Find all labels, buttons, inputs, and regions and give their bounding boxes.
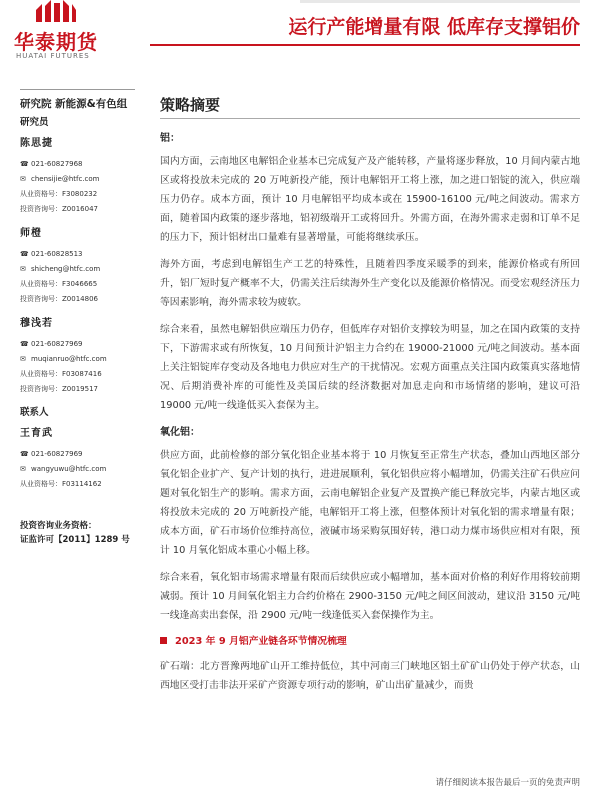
- phone-icon: ☎: [20, 249, 29, 258]
- section-divider: [160, 118, 580, 119]
- footer-disclaimer: 请仔细阅读本报告最后一页的免责声明: [435, 778, 580, 788]
- ore-paragraph: 矿石端：北方晋豫两地矿山开工维持低位，其中河南三门峡地区铝土矿矿山仍处于停产状态，山西地区受打击非法开采矿产资源专项行动的影响，矿山出矿量减少，而贵: [160, 661, 580, 691]
- sidebar-divider: [20, 89, 135, 90]
- author-sidebar: [20, 96, 145, 547]
- logo-chinese-text: 华泰期货: [14, 30, 98, 54]
- top-thin-bar: [300, 0, 580, 3]
- report-title: 运行产能增量有限 低库存支撑铝价: [288, 16, 580, 38]
- analyst-consult-id: 投资咨询号：Z0019517: [20, 384, 98, 393]
- contact-qual-id: 从业资格号：F03114162: [20, 479, 102, 488]
- analyst-email[interactable]: chensijie@htfc.com: [31, 174, 100, 183]
- analyst-block: [20, 134, 145, 216]
- huatai-logo-icon: [32, 0, 76, 22]
- analyst-phone: 021-60827968: [31, 159, 83, 168]
- analyst-qual-id: 从业资格号：F3046665: [20, 279, 98, 288]
- contact-label: 联系人: [20, 407, 49, 418]
- aluminum-subheading: 铝：: [160, 133, 180, 144]
- contact-phone: 021-60827969: [31, 449, 83, 458]
- email-icon: ✉: [20, 464, 26, 473]
- aluminum-paragraph: 海外方面，考虑到电解铝生产工艺的特殊性，且随着四季度采暖季的到来，能源价格或有所回升，铝厂短时复产概率不大，仍需关注后续海外生产变化以及能源价格情况。而受宏观经济压力等因素影响，海外需求较为疲软。: [160, 259, 580, 308]
- red-square-icon: [160, 637, 167, 644]
- analyst-block: [20, 224, 145, 306]
- analyst-email[interactable]: muqianruo@htfc.com: [31, 354, 107, 363]
- analyst-name: 师橙: [20, 228, 42, 239]
- analyst-phone: 021-60828513: [31, 249, 83, 258]
- title-divider: [150, 44, 580, 46]
- contact-name: 王育武: [20, 428, 53, 439]
- company-logo: [10, 0, 110, 70]
- contact-block: [20, 424, 145, 491]
- analyst-qual-id: 从业资格号：F03087416: [20, 369, 102, 378]
- qualification-value: 证监许可【2011】1289 号: [20, 535, 130, 545]
- phone-icon: ☎: [20, 449, 29, 458]
- analyst-consult-id: 投资咨询号：Z0016047: [20, 204, 98, 213]
- email-icon: ✉: [20, 174, 26, 183]
- analyst-block: [20, 314, 145, 396]
- aluminum-paragraph: 综合来看，虽然电解铝供应端压力仍存，但低库存对铝价支撑较为明显，加之在国内政策的支持下，下游需求或有所恢复，10 月间预计沪铝主力合约在 19000-21000 元/吨之间波动。基本面上关注铝锭库存变动及各地电力供应对生产的干扰情况。宏观方面重点关注国内政策真实落地情况、后期消费补库的可能性及美国后续的经济数据对加息走向和市场情绪的影响，建议可沿 19000 元/吨一线逢低买入套保为主。: [160, 324, 580, 411]
- analyst-email[interactable]: shicheng@htfc.com: [31, 264, 101, 273]
- logo-english-text: HUATAI FUTURES: [16, 52, 90, 60]
- contact-email[interactable]: wangyuwu@htfc.com: [31, 464, 107, 473]
- analyst-phone: 021-60827969: [31, 339, 83, 348]
- analyst-name: 穆浅若: [20, 318, 53, 329]
- alumina-paragraph: 综合来看，氧化铝市场需求增量有限而后续供应或小幅增加，基本面对价格的利好作用将较前期减弱。预计 10 月间氧化铝主力合约价格在 2900-3150 元/吨之间区间波动，建议沿 3150 元/吨一线逢高卖出套保，沿 2900 元/吨一线逢低买入套保操作为主。: [160, 572, 580, 621]
- report-header: [0, 0, 600, 78]
- phone-icon: ☎: [20, 339, 29, 348]
- email-icon: ✉: [20, 354, 26, 363]
- alumina-paragraph: 供应方面，此前检修的部分氧化铝企业基本将于 10 月恢复至正常生产状态，叠加山西地区部分氧化铝企业扩产、复产计划的执行，进进展顺利，氧化铝供应将小幅增加，仍需关注矿石供应问题对氧化铝生产的影响。需求方面，云南电解铝企业复产及置换产能已释放完毕，内蒙古地区或将投放未完成的 20 万吨新投产能，电解铝开工将上涨，但整体预计对氧化铝的需求增量有限；成本方面，矿石市场价位维持高位，液碱市场采购氛围好转，港口动力煤市场供应相对有限，预计 10 月氧化铝成本重心小幅上移。: [160, 450, 580, 556]
- department-label: 研究院 新能源&有色组: [20, 98, 128, 110]
- aluminum-paragraph: 国内方面，云南地区电解铝企业基本已完成复产及产能转移，产量将逐步释放，10 月间内蒙古地区或将投放未完成的 20 万吨新投产能，预计电解铝开工将上涨，加之进口铝锭的流入，供应端压力仍存。成本方面，预计 10 月电解铝平均成本或在 15900-16100 元/吨之间波动。需求方面，随着国内政策的逐步落地，铝初级端开工或将回升。外需方面，在海外需求走弱和订单不足的压力下，预计铝材出口量难有显著增量，可能将继续承压。: [160, 156, 580, 243]
- section2-heading: [160, 633, 580, 647]
- phone-icon: ☎: [20, 159, 29, 168]
- analyst-consult-id: 投资咨询号：Z0014806: [20, 294, 98, 303]
- section-title: 策略摘要: [160, 96, 221, 114]
- analyst-qual-id: 从业资格号：F3080232: [20, 189, 98, 198]
- report-content: [160, 94, 580, 695]
- analyst-name: 陈思捷: [20, 138, 53, 149]
- alumina-subheading: 氧化铝：: [160, 427, 200, 438]
- section2-heading-text: 2023 年 9 月铝产业链各环节情况梳理: [175, 636, 347, 647]
- email-icon: ✉: [20, 264, 26, 273]
- researchers-label: 研究员: [20, 117, 49, 128]
- qualification-title: 投资咨询业务资格：: [20, 521, 97, 531]
